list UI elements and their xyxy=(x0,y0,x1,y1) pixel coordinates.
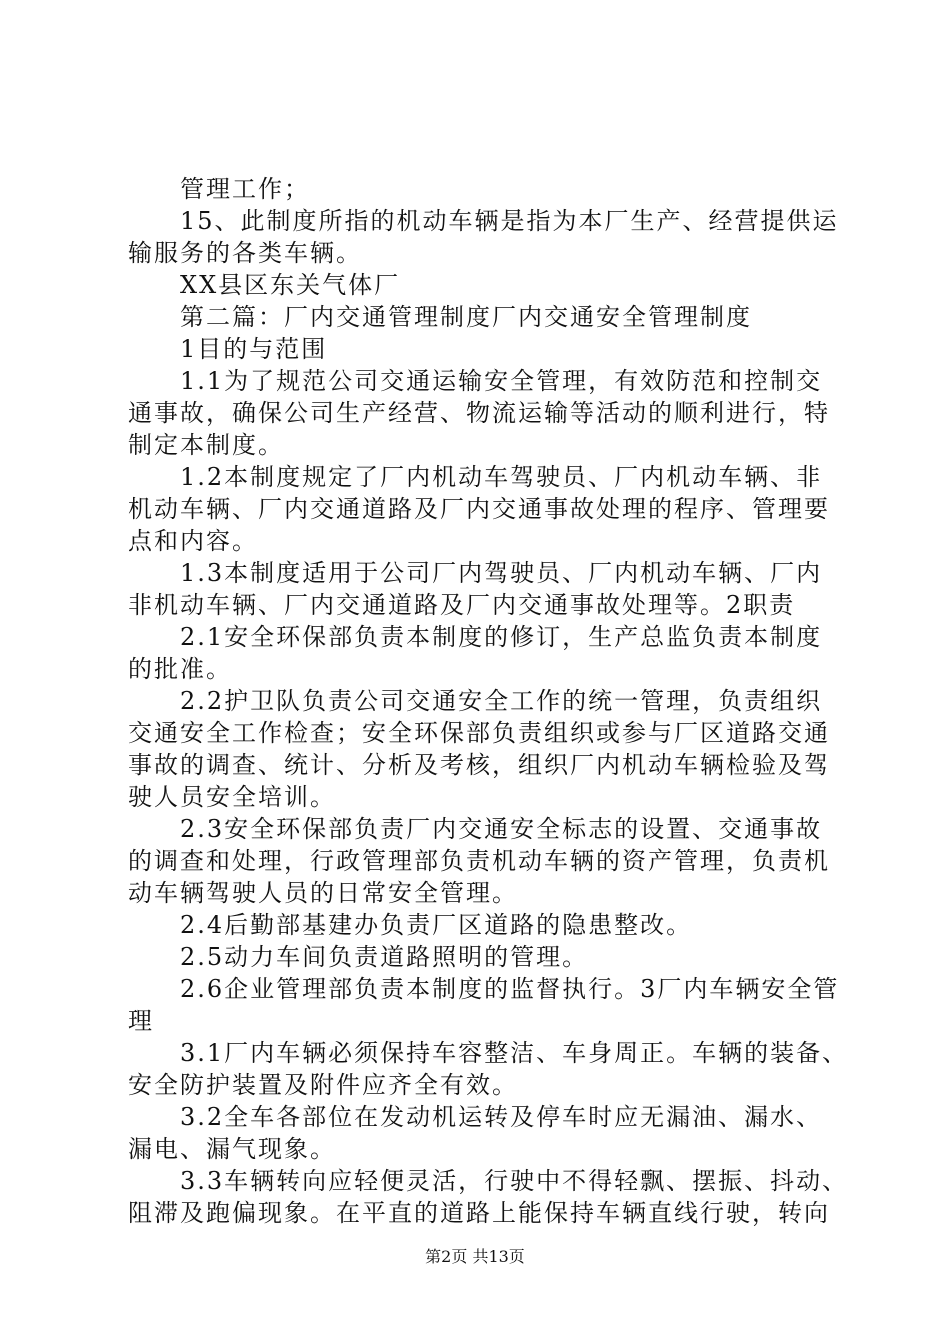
text-line: 1.3本制度适用于公司厂内驾驶员、厂内机动车辆、厂内 xyxy=(180,559,823,587)
text-line: 输服务的各类车辆。 xyxy=(128,239,362,267)
text-line: 3.2全车各部位在发动机运转及停车时应无漏油、漏水、 xyxy=(180,1103,823,1131)
text-line: 3.1厂内车辆必须保持车容整洁、车身周正。车辆的装备、 xyxy=(180,1039,849,1067)
text-line: 的批准。 xyxy=(128,655,232,683)
text-line: 2.1安全环保部负责本制度的修订，生产总监负责本制度 xyxy=(180,623,823,651)
text-line: 2.3安全环保部负责厂内交通安全标志的设置、交通事故 xyxy=(180,815,823,843)
text-line: 通事故，确保公司生产经营、物流运输等活动的顺利进行，特 xyxy=(128,399,830,427)
text-line: 的调查和处理，行政管理部负责机动车辆的资产管理，负责机 xyxy=(128,847,830,875)
page-footer: 第2页 共13页 xyxy=(425,1247,525,1266)
text-line: 1目的与范围 xyxy=(180,335,328,363)
text-line: 3.3车辆转向应轻便灵活，行驶中不得轻飘、摆振、抖动、 xyxy=(180,1167,849,1195)
text-line: XX县区东关气体厂 xyxy=(180,271,401,299)
text-line: 15、此制度所指的机动车辆是指为本厂生产、经营提供运 xyxy=(180,207,839,235)
text-line: 2.2护卫队负责公司交通安全工作的统一管理，负责组织 xyxy=(180,687,823,715)
text-line: 2.5动力车间负责道路照明的管理。 xyxy=(180,943,589,971)
text-line: 事故的调查、统计、分析及考核，组织厂内机动车辆检验及驾 xyxy=(128,751,830,779)
text-line: 制定本制度。 xyxy=(128,431,284,459)
text-line: 点和内容。 xyxy=(128,527,258,555)
text-line: 漏电、漏气现象。 xyxy=(128,1135,336,1163)
text-line: 第二篇：厂内交通管理制度厂内交通安全管理制度 xyxy=(180,303,752,331)
text-line: 管理工作； xyxy=(180,175,310,203)
document-body xyxy=(128,173,849,1229)
text-line: 交通安全工作检查；安全环保部负责组织或参与厂区道路交通 xyxy=(128,719,830,747)
text-line: 理 xyxy=(128,1007,154,1035)
text-line: 动车辆驾驶人员的日常安全管理。 xyxy=(128,879,518,907)
text-line: 驶人员安全培训。 xyxy=(128,783,336,811)
text-line: 机动车辆、厂内交通道路及厂内交通事故处理的程序、管理要 xyxy=(128,495,830,523)
text-line: 2.4后勤部基建办负责厂区道路的隐患整改。 xyxy=(180,911,693,939)
text-line: 安全防护装置及附件应齐全有效。 xyxy=(128,1071,518,1099)
text-line: 1.2本制度规定了厂内机动车驾驶员、厂内机动车辆、非 xyxy=(180,463,823,491)
text-line: 阻滞及跑偏现象。在平直的道路上能保持车辆直线行驶，转向 xyxy=(128,1199,830,1227)
text-line: 2.6企业管理部负责本制度的监督执行。3厂内车辆安全管 xyxy=(180,975,840,1003)
text-line: 非机动车辆、厂内交通道路及厂内交通事故处理等。2职责 xyxy=(128,591,796,619)
text-line: 1.1为了规范公司交通运输安全管理，有效防范和控制交 xyxy=(180,367,823,395)
